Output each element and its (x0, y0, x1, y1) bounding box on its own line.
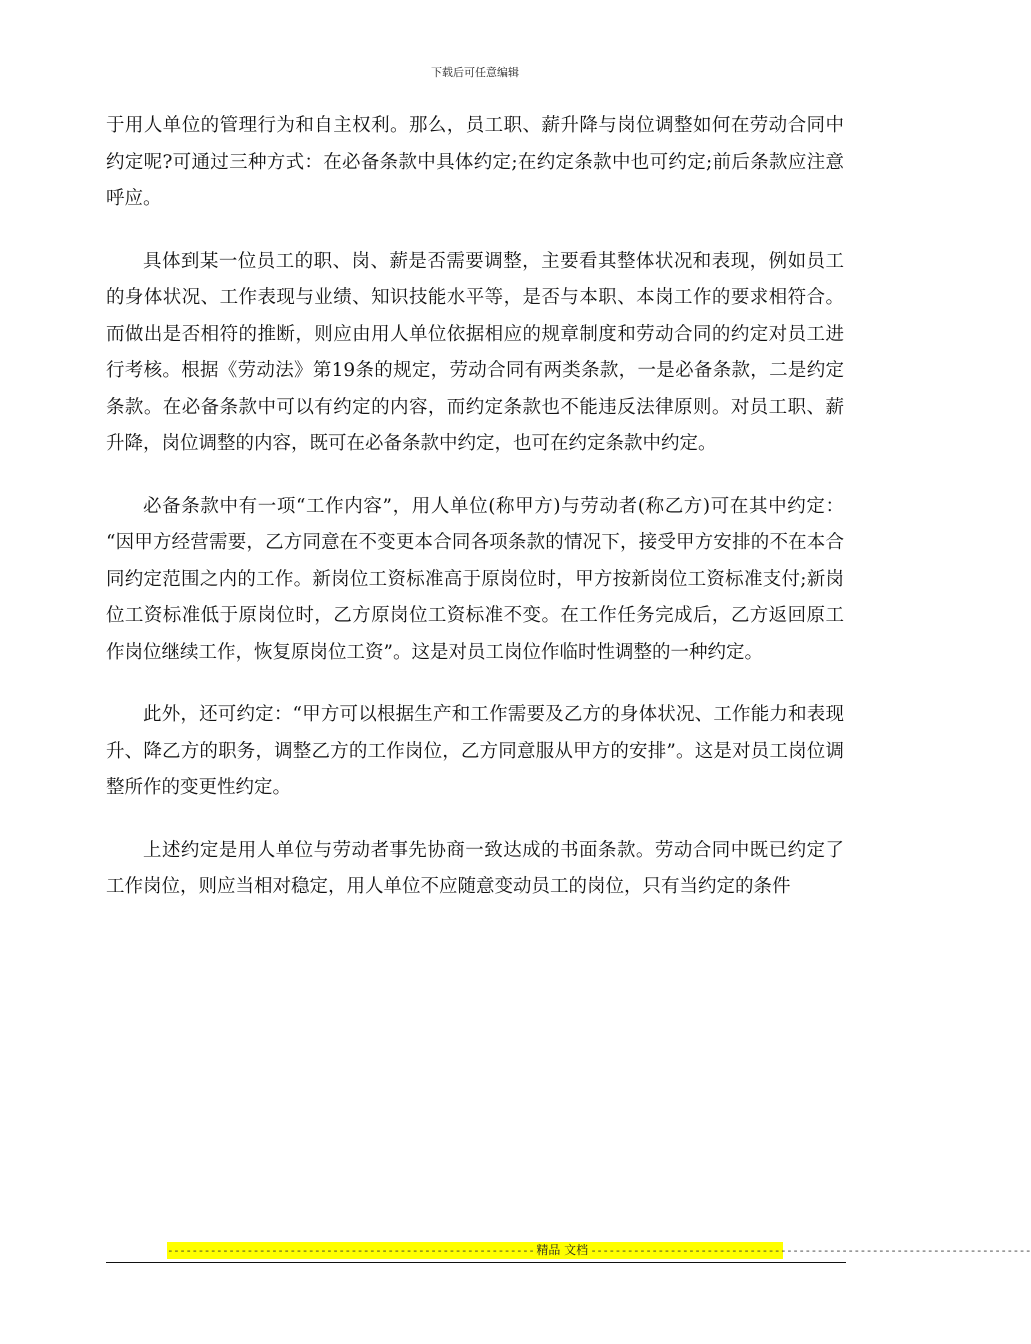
footer-divider (106, 1262, 846, 1263)
footer-dashes-left: ------------------------------------------------------------ (167, 1244, 535, 1257)
footer-highlight-band (167, 1242, 1031, 1259)
document-body (106, 108, 844, 906)
footer-dashes-right: ------------------------------------------------------------------------ (590, 1244, 1031, 1257)
footer-label: 精品 文档 (536, 1243, 589, 1257)
paragraph-5: 上述约定是用人单位与劳动者事先协商一致达成的书面条款。劳动合同中既已约定了工作岗位，则应当相对稳定，用人单位不应随意变动员工的岗位，只有当约定的条件 (106, 839, 844, 897)
paragraph-3: 必备条款中有一项“工作内容”，用人单位(称甲方)与劳动者(称乙方)可在其中约定： “因甲方经营需要，乙方同意在不变更本合同各项条款的情况下，接受甲方安排的不在本合同约定范围之内的工作。新岗位工资标准高于原岗位时，甲方按新岗位工资标准支付;新岗位工资标准低于原岗位时，乙方原岗位工资标准不变。在工作任务完成后，乙方返回原工作岗位继续工作，恢复原岗位工资”。这是对员工岗位作临时性调整的一种约定。 (106, 495, 844, 663)
paragraph-2: 具体到某一位员工的职、岗、薪是否需要调整，主要看其整体状况和表现，例如员工的身体状况、工作表现与业绩、知识技能水平等，是否与本职、本岗工作的要求相符合。而做出是否相符的推断，则应由用人单位依据相应的规章制度和劳动合同的约定对员工进行考核。根据《劳动法》第19条的规定，劳动合同有两类条款，一是必备条款，二是约定条款。在必备条款中可以有约定的内容，而约定条款也不能违反法律原则。对员工职、薪升降，岗位调整的内容，既可在必备条款中约定，也可在约定条款中约定。 (106, 250, 844, 454)
header-note: 下载后可任意编辑 (431, 66, 519, 79)
paragraph-1: 于用人单位的管理行为和自主权利。那么，员工职、薪升降与岗位调整如何在劳动合同中约定呢?可通过三种方式：在必备条款中具体约定;在约定条款中也可约定;前后条款应注意呼应。 (106, 115, 844, 209)
paragraph-4: 此外，还可约定：“甲方可以根据生产和工作需要及乙方的身体状况、工作能力和表现升、降乙方的职务，调整乙方的工作岗位，乙方同意服从甲方的安排”。这是对员工岗位调整所作的变更性约定。 (106, 704, 844, 798)
